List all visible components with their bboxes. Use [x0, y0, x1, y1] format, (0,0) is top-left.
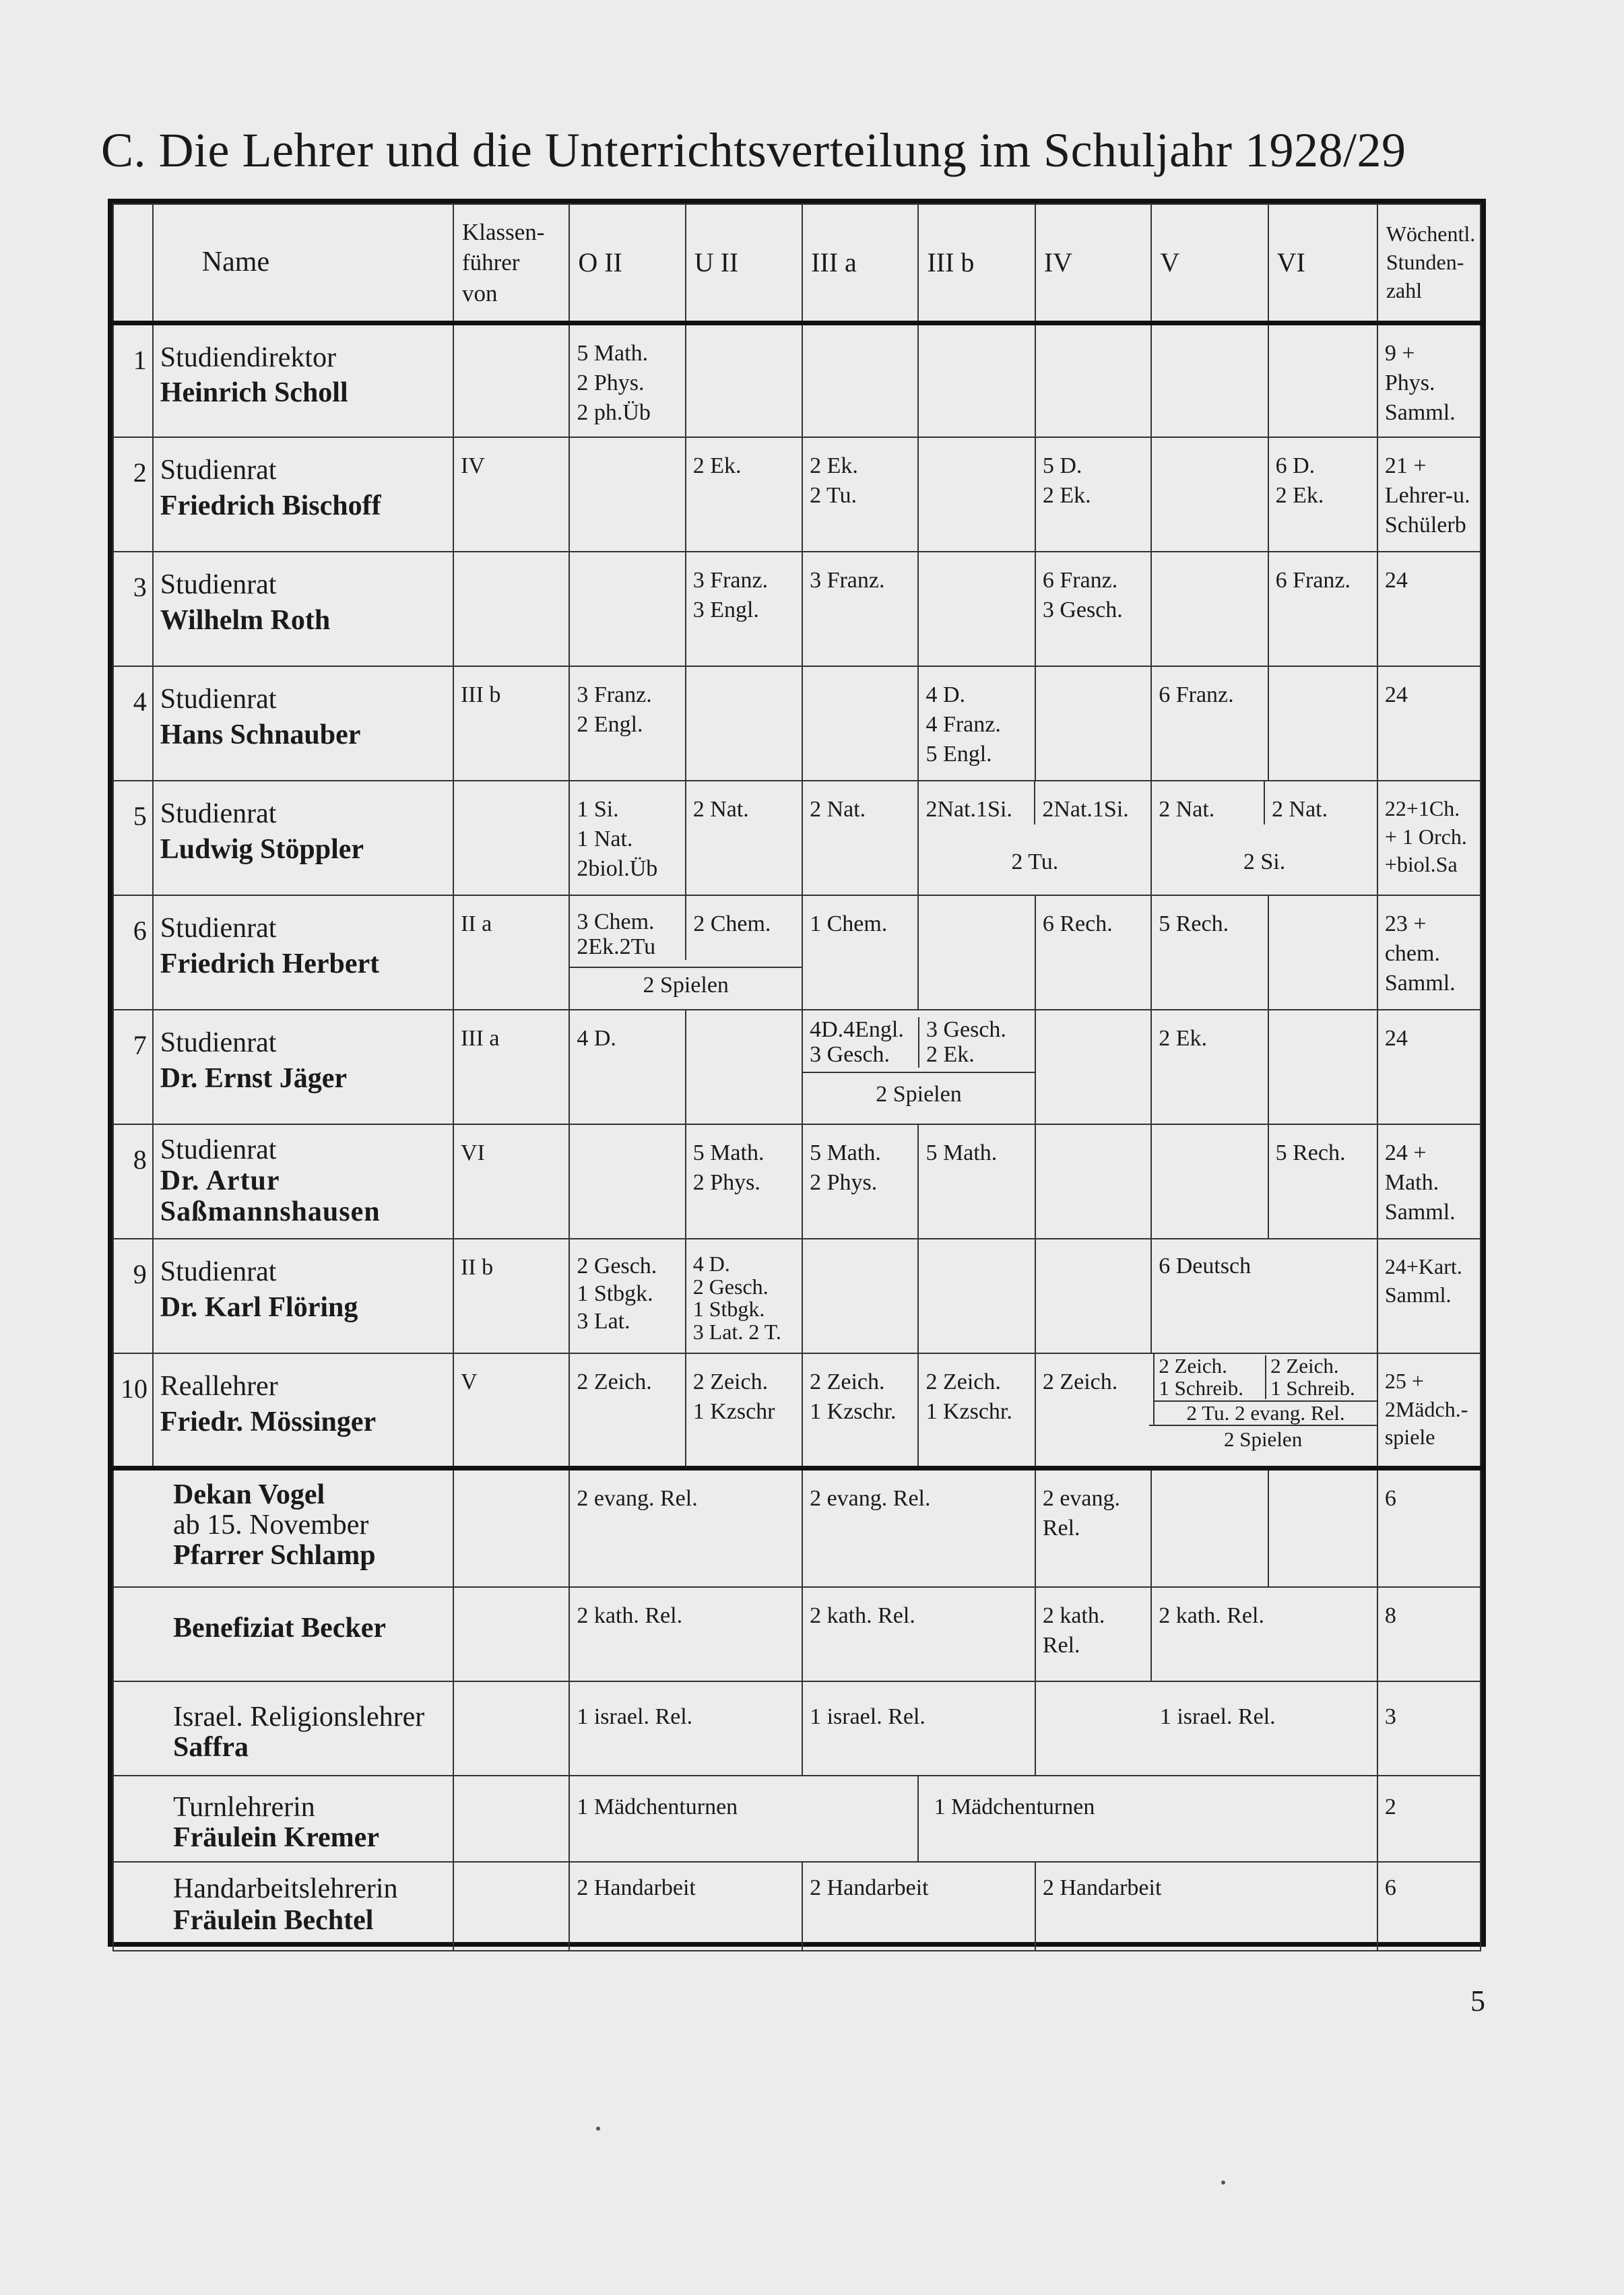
cell-iv	[1035, 666, 1151, 781]
cell-v: 6 Franz.	[1151, 666, 1268, 781]
cell-o2-u2: 2 Handarbeit	[569, 1862, 802, 1951]
teacher-name	[153, 437, 453, 552]
table-row	[113, 552, 1481, 666]
cell-stunden: 22+1Ch. + 1 Orch. +biol.Sa	[1377, 781, 1481, 895]
header-vi: VI	[1268, 204, 1377, 323]
cell-o2: 4 D.	[569, 1010, 685, 1124]
teacher-fullname: Saffra	[173, 1732, 249, 1764]
cell-o2-u2: 2 evang. Rel.	[569, 1468, 802, 1587]
cell-kf	[453, 781, 569, 895]
teacher-name	[113, 1468, 453, 1587]
cell-o2: 5 Math. 2 Phys. 2 ph.Üb	[569, 323, 685, 437]
table-row	[113, 1468, 1481, 1587]
cell-stunden: 25 + 2Mädch.- spiele	[1377, 1353, 1481, 1468]
cell-iv: 2Nat.1Si.	[1034, 781, 1150, 825]
header-iiia: III a	[802, 204, 918, 323]
cell-o2: 3 Franz. 2 Engl.	[569, 666, 685, 781]
teacher-fullname: Friedrich Herbert	[160, 948, 380, 979]
cell-stunden: 6	[1377, 1468, 1481, 1587]
cell-v	[1151, 1468, 1268, 1587]
teacher-note: ab 15. November	[173, 1509, 369, 1541]
paper-speck	[1221, 2180, 1225, 2185]
cell-iiib	[918, 1239, 1035, 1353]
cell-vi: 6 D. 2 Ek.	[1268, 437, 1377, 552]
cell-stunden: 24	[1377, 552, 1481, 666]
row-number: 8	[113, 1124, 153, 1239]
cell-iiia-iiib	[802, 1010, 1035, 1124]
cell-v-vi-sub: 2 Tu. 2 evang. Rel.	[1155, 1400, 1377, 1425]
header-name: Name	[153, 204, 453, 323]
teacher-title: Studienrat	[160, 1256, 277, 1287]
cell-iiib-vi: 1 Mädchenturnen	[918, 1776, 1377, 1862]
cell-iiib	[918, 552, 1035, 666]
header-iv: IV	[1035, 204, 1151, 323]
cell-iiib	[918, 437, 1035, 552]
cell-o2: 2 Gesch. 1 Stbgk. 3 Lat.	[569, 1239, 685, 1353]
teacher-title: Studienrat	[160, 913, 277, 944]
teacher-title: Israel. Religionslehrer	[173, 1702, 425, 1733]
teacher-fullname: Benefiziat Becker	[173, 1613, 387, 1644]
cell-v: 5 Rech.	[1151, 895, 1268, 1010]
teacher-title: Studienrat	[160, 455, 277, 486]
teacher-name	[153, 1239, 453, 1353]
teacher-name	[153, 895, 453, 1010]
cell-iv: 5 D. 2 Ek.	[1035, 437, 1151, 552]
cell-stunden: 3	[1377, 1681, 1481, 1776]
cell-kf	[453, 1681, 569, 1776]
cell-iiia: 2 Nat.	[802, 781, 918, 895]
cell-u2: 4 D. 2 Gesch. 1 Stbgk. 3 Lat. 2 T.	[686, 1239, 802, 1353]
teacher-fullname: Fräulein Kremer	[173, 1822, 379, 1854]
cell-iiia-iiib: 2 evang. Rel.	[802, 1468, 1035, 1587]
teacher-title: Studienrat	[160, 684, 277, 715]
table-row	[113, 1587, 1481, 1681]
teacher-name	[153, 323, 453, 437]
cell-iiib	[918, 323, 1035, 437]
cell-iv	[1035, 323, 1151, 437]
header-stunden: Wöchentl. Stunden- zahl	[1377, 204, 1481, 323]
table-row	[113, 1776, 1481, 1862]
cell-u2	[686, 323, 802, 437]
cell-kf: II b	[453, 1239, 569, 1353]
teacher-fullname: Hans Schnauber	[160, 719, 361, 750]
cell-iiia: 2 Ek. 2 Tu.	[802, 437, 918, 552]
table-row	[113, 1239, 1481, 1353]
cell-iiia-iiib-sub: 2 Spielen	[803, 1072, 1035, 1109]
teacher-fullname: Friedr. Mössinger	[160, 1406, 377, 1437]
cell-iv: 2 Zeich.	[1042, 1369, 1118, 1394]
teacher-fullname: Pfarrer Schlamp	[173, 1540, 376, 1572]
header-row	[113, 204, 1481, 323]
table-row	[113, 895, 1481, 1010]
teacher-name	[153, 1353, 453, 1468]
row-number: 7	[113, 1010, 153, 1124]
cell-iiia	[802, 323, 918, 437]
paper-speck	[596, 2127, 600, 2131]
row-number: 5	[113, 781, 153, 895]
cell-o2	[569, 552, 685, 666]
cell-v: 2 Ek.	[1151, 1010, 1268, 1124]
table-row	[113, 666, 1481, 781]
cell-stunden: 24	[1377, 666, 1481, 781]
row-number: 9	[113, 1239, 153, 1353]
cell-vi: 5 Rech.	[1268, 1124, 1377, 1239]
teacher-title: Studienrat	[160, 569, 277, 600]
teacher-name	[153, 1124, 453, 1239]
cell-u2: 3 Franz. 3 Engl.	[686, 552, 802, 666]
cell-u2: 5 Math. 2 Phys.	[686, 1124, 802, 1239]
row-number: 1	[113, 323, 153, 437]
teacher-name	[153, 781, 453, 895]
cell-kf	[453, 1776, 569, 1862]
cell-stunden: 8	[1377, 1587, 1481, 1681]
teacher-fullname: Friedrich Bischoff	[160, 490, 381, 521]
cell-o2-iiia: 1 Mädchenturnen	[569, 1776, 918, 1862]
table-row	[113, 1353, 1481, 1468]
cell-stunden: 6	[1377, 1862, 1481, 1951]
row-number: 6	[113, 895, 153, 1010]
cell-v	[1151, 1124, 1268, 1239]
cell-o2	[569, 1124, 685, 1239]
teacher-name	[113, 1776, 453, 1862]
cell-o2-u2	[569, 895, 802, 1010]
cell-kf	[453, 1468, 569, 1587]
teacher-fullname: Dr. Ernst Jäger	[160, 1062, 348, 1094]
table-row	[113, 437, 1481, 552]
header-u2: U II	[686, 204, 802, 323]
cell-vi: 2 Nat.	[1264, 781, 1377, 825]
teacher-fullname: Wilhelm Roth	[160, 604, 331, 636]
cell-kf	[453, 552, 569, 666]
cell-iiia	[802, 666, 918, 781]
table-row	[113, 1124, 1481, 1239]
cell-u2: 2 Ek.	[686, 437, 802, 552]
cell-iv: 2 kath. Rel.	[1035, 1587, 1151, 1681]
teacher-fullname: Dr. Karl Flöring	[160, 1291, 358, 1323]
cell-vi	[1268, 1010, 1377, 1124]
table-row	[113, 1681, 1481, 1776]
teacher-fullname: Dekan Vogel	[173, 1479, 325, 1510]
cell-iiia: 2 Zeich. 1 Kzschr.	[802, 1353, 918, 1468]
cell-vi	[1268, 666, 1377, 781]
teacher-title: Studienrat	[160, 1027, 277, 1058]
cell-v	[1151, 552, 1268, 666]
row-number: 4	[113, 666, 153, 781]
cell-iiib	[918, 895, 1035, 1010]
cell-v-vi	[1151, 781, 1377, 895]
header-o2: O II	[569, 204, 685, 323]
cell-stunden: 24+Kart. Samml.	[1377, 1239, 1481, 1353]
teacher-name	[153, 552, 453, 666]
cell-u2	[686, 1010, 802, 1124]
cell-iv	[1035, 1124, 1151, 1239]
cell-iiia-iiib: 1 israel. Rel.	[802, 1681, 1035, 1776]
teacher-title: Studienrat	[160, 1134, 277, 1165]
teacher-name	[153, 666, 453, 781]
cell-iv: 6 Franz. 3 Gesch.	[1035, 552, 1151, 666]
teacher-name	[153, 1010, 453, 1124]
teacher-name	[113, 1681, 453, 1776]
cell-vi: 2 Zeich. 1 Schreib.	[1265, 1355, 1377, 1399]
cell-iv-vi	[1035, 1353, 1377, 1468]
teacher-name	[113, 1862, 453, 1951]
teacher-title: Reallehrer	[160, 1371, 278, 1402]
cell-iiia: 1 Chem.	[802, 895, 918, 1010]
cell-v: 2 Nat.	[1159, 797, 1215, 822]
cell-kf: II a	[453, 895, 569, 1010]
cell-iiib: 3 Gesch. 2 Ek.	[918, 1017, 1035, 1068]
cell-v: 6 Deutsch	[1151, 1239, 1377, 1353]
cell-vi	[1268, 323, 1377, 437]
cell-kf: VI	[453, 1124, 569, 1239]
cell-v: 2 Zeich. 1 Schreib.	[1159, 1354, 1244, 1400]
cell-iv: 2 evang. Rel.	[1035, 1468, 1151, 1587]
teacher-fullname: Heinrich Scholl	[160, 377, 348, 408]
cell-stunden: 23 + chem. Samml.	[1377, 895, 1481, 1010]
header-num	[113, 204, 153, 323]
cell-v-vi-sub: 2 Si.	[1243, 849, 1286, 875]
cell-iiia-iiib: 2 kath. Rel.	[802, 1587, 1035, 1681]
cell-iiia: 3 Franz.	[802, 552, 918, 666]
cell-v	[1151, 437, 1268, 552]
cell-vi	[1268, 895, 1377, 1010]
cell-kf	[453, 1862, 569, 1951]
teacher-fullname: Fräulein Bechtel	[173, 1905, 374, 1937]
cell-u2: 2 Nat.	[686, 781, 802, 895]
teacher-fullname: Dr. Artur Saßmannshausen	[160, 1165, 381, 1228]
cell-o2	[569, 437, 685, 552]
cell-o2: 3 Chem. 2Ek.2Tu	[577, 909, 656, 960]
cell-iiia-iiib: 2 Handarbeit	[802, 1862, 1035, 1951]
teacher-title: Studiendirektor	[160, 342, 337, 373]
cell-kf: IV	[453, 437, 569, 552]
teacher-title: Handarbeitslehrerin	[173, 1873, 398, 1904]
row-number: 3	[113, 552, 153, 666]
cell-iiib: 4 D. 4 Franz. 5 Engl.	[918, 666, 1035, 781]
cell-iv-vi-sub: 2 Spielen	[1149, 1425, 1377, 1452]
table-row	[113, 1862, 1481, 1951]
cell-stunden: 2	[1377, 1776, 1481, 1862]
cell-u2	[686, 666, 802, 781]
cell-kf: V	[453, 1353, 569, 1468]
cell-iiib: 5 Math.	[918, 1124, 1035, 1239]
cell-vi	[1268, 1468, 1377, 1587]
cell-iiib: 2Nat.1Si.	[925, 797, 1012, 822]
cell-stunden: 21 + Lehrer-u. Schülerb	[1377, 437, 1481, 552]
cell-iiib-iv	[918, 781, 1151, 895]
teacher-title: Turnlehrerin	[173, 1792, 315, 1823]
cell-o2: 2 Zeich.	[569, 1353, 685, 1468]
teacher-name	[113, 1587, 453, 1681]
header-iiib: III b	[918, 204, 1035, 323]
cell-stunden: 24	[1377, 1010, 1481, 1124]
page-title: C. Die Lehrer und die Unterrichtsverteilung im Schuljahr 1928/29	[101, 123, 1406, 177]
cell-o2-u2: 1 israel. Rel.	[569, 1681, 802, 1776]
cell-iiib-iv-sub: 2 Tu.	[1011, 849, 1059, 875]
row-number: 2	[113, 437, 153, 552]
cell-o2-u2: 2 kath. Rel.	[569, 1587, 802, 1681]
header-v: V	[1151, 204, 1268, 323]
cell-u2: 2 Chem.	[685, 896, 802, 960]
cell-iiia: 4D.4Engl. 3 Gesch.	[810, 1017, 904, 1068]
cell-stunden: 9 + Phys. Samml.	[1377, 323, 1481, 437]
cell-iv: 6 Rech.	[1035, 895, 1151, 1010]
cell-u2: 2 Zeich. 1 Kzschr	[686, 1353, 802, 1468]
cell-iiia	[802, 1239, 918, 1353]
teacher-table	[108, 199, 1486, 1947]
cell-iiib: 2 Zeich. 1 Kzschr.	[918, 1353, 1035, 1468]
cell-kf: III b	[453, 666, 569, 781]
table-row	[113, 1010, 1481, 1124]
cell-iiia: 5 Math. 2 Phys.	[802, 1124, 918, 1239]
cell-vi: 6 Franz.	[1268, 552, 1377, 666]
teacher-fullname: Ludwig Stöppler	[160, 833, 364, 865]
cell-kf	[453, 323, 569, 437]
page-number: 5	[1470, 1984, 1485, 2017]
cell-kf: III a	[453, 1010, 569, 1124]
table-row	[113, 323, 1481, 437]
cell-iv	[1035, 1239, 1151, 1353]
header-klassenfuehrer: Klassen- führer von	[453, 204, 569, 323]
row-number: 10	[113, 1353, 153, 1468]
cell-iv-vi: 1 israel. Rel.	[1035, 1681, 1377, 1776]
cell-o2-u2-sub: 2 Spielen	[570, 967, 802, 1000]
cell-kf	[453, 1587, 569, 1681]
cell-stunden: 24 + Math. Samml.	[1377, 1124, 1481, 1239]
cell-iv-vi: 2 Handarbeit	[1035, 1862, 1377, 1951]
table-row	[113, 781, 1481, 895]
teacher-title: Studienrat	[160, 798, 277, 829]
cell-v-vi: 2 kath. Rel.	[1151, 1587, 1377, 1681]
cell-o2: 1 Si. 1 Nat. 2biol.Üb	[569, 781, 685, 895]
cell-v	[1151, 323, 1268, 437]
cell-iv	[1035, 1010, 1151, 1124]
